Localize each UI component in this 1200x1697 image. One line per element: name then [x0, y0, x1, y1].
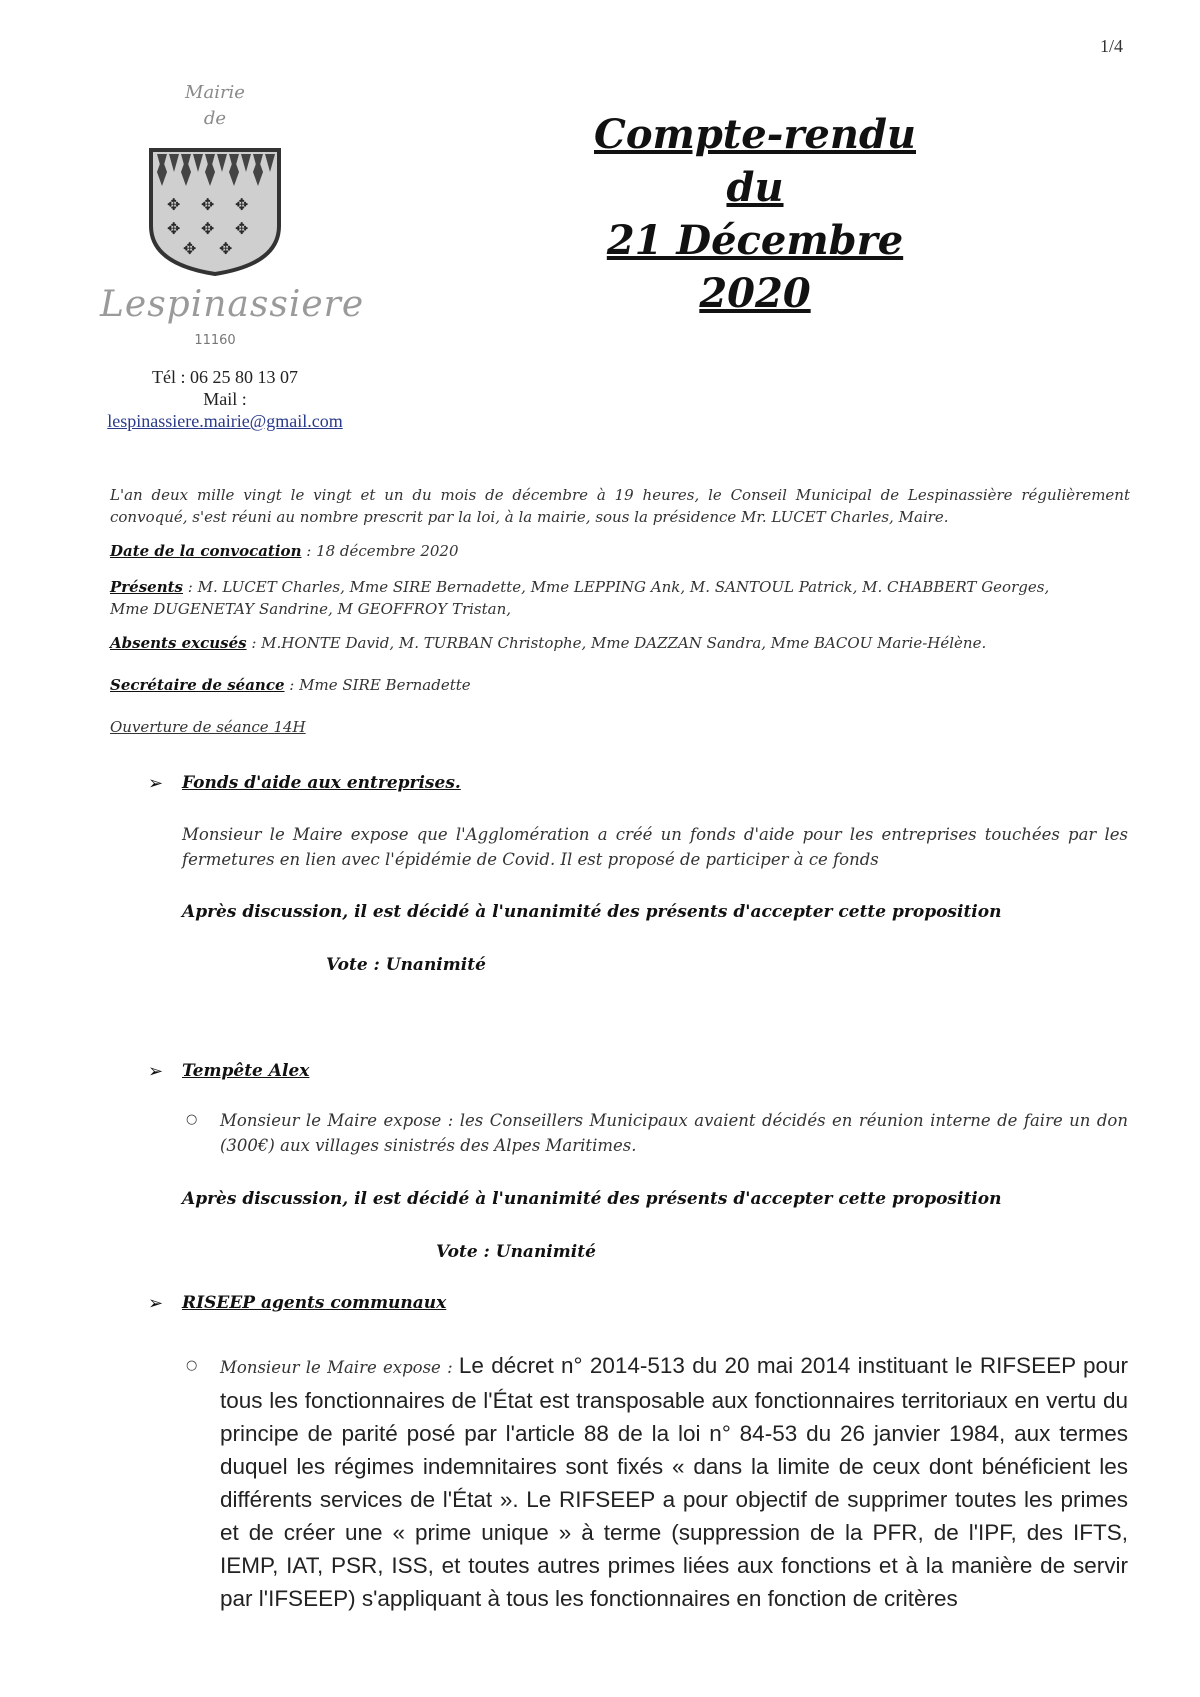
secretaire-value: : Mme SIRE Bernadette — [284, 676, 471, 694]
section-body-fonds: Monsieur le Maire expose que l'Agglomération a créé un fonds d'aide pour les entreprises touchées par les fermetures en lien avec l'épidémie de Covid. Il est proposé de participer à ce fonds — [182, 825, 1128, 869]
presents-label: Présents — [110, 578, 183, 596]
presents-line — [110, 576, 1120, 620]
intro-paragraph: L'an deux mille vingt le vingt et un du mois de décembre à 19 heures, le Conseil Municipal de Lespinassière régulièrement convoqué, s'est réuni au nombre prescrit par la loi, à la mairie, sous la présidence Mr. LUCET Charles, Maire. — [110, 486, 1130, 526]
svg-text:✥: ✥ — [235, 219, 249, 238]
svg-text:✥: ✥ — [235, 195, 249, 214]
absents-value: : M.HONTE David, M. TURBAN Christophe, Mme DAZZAN Sandra, Mme BACOU Marie-Hélène. — [246, 634, 987, 652]
secretaire-line — [110, 674, 1120, 696]
section-decision-fonds: Après discussion, il est décidé à l'unanimité des présents d'accepter cette proposition — [182, 902, 1002, 922]
absents-line — [110, 632, 1120, 654]
svg-text:✥: ✥ — [219, 239, 233, 258]
title-line3: 21 Décembre 2020 — [606, 217, 904, 317]
svg-text:✥: ✥ — [167, 219, 181, 238]
section-vote-fonds: Vote : Unanimité — [326, 955, 486, 975]
logo-header — [140, 80, 290, 132]
section-heading-fonds: Fonds d'aide aux entreprises. — [182, 773, 461, 793]
secretaire-label: Secrétaire de séance — [110, 676, 285, 694]
presents-value: : M. LUCET Charles, Mme SIRE Bernadette, Mme LEPPING Ank, M. SANTOUL Patrick, M. CHABBERT Georges, — [183, 578, 1050, 596]
svg-text:✥: ✥ — [201, 219, 215, 238]
ouverture-line: Ouverture de séance 14H — [110, 718, 306, 736]
title-line2: du — [726, 164, 784, 211]
riseep-body: Le décret n° 2014-513 du 20 mai 2014 instituant le RIFSEEP pour tous les fonctionnaires de l'État est transposable aux fonctionnaires territoriaux en vertu du principe de parité posé par l'article 88 de la loi n° 84-53 du 26 janvier 1984, aux termes duquel les régimes indemnitaires sont fixés « dans la limite de ceux dont bénéficient les différents services de l'État ». Le RIFSEEP a pour objectif de supprimer toutes les primes et de créer une « prime unique » à terme (suppression de la PFR, de l'IPF, des IFTS, IEMP, IAT, PSR, ISS, et toutes autres primes liées aux fonctions et à la manière de servir par l'IFSEEP) s'appliquant à tous les fonctionnaires en fonction de critères — [220, 1353, 1128, 1611]
section-decision-tempete: Après discussion, il est décidé à l'unanimité des présents d'accepter cette proposition — [182, 1189, 1002, 1209]
contact-email-link[interactable]: lespinassiere.mairie@gmail.com — [107, 411, 343, 431]
convocation-value: : 18 décembre 2020 — [301, 542, 459, 560]
svg-text:✥: ✥ — [201, 195, 215, 214]
riseep-lead: Monsieur le Maire expose : — [220, 1358, 459, 1377]
coat-of-arms-icon — [145, 146, 285, 278]
arrow-bullet-icon: ➢ — [148, 1061, 164, 1082]
contact-block — [80, 366, 370, 432]
convocation-label: Date de la convocation — [110, 542, 302, 560]
svg-text:✥: ✥ — [183, 239, 197, 258]
logo-postcode: 11160 — [194, 333, 236, 348]
section-body-riseep — [220, 1349, 1128, 1615]
logo-line2: de — [203, 108, 227, 129]
logo-name: Lespinassiere — [100, 284, 365, 325]
arrow-bullet-icon: ➢ — [148, 773, 164, 794]
circle-bullet-icon: ○ — [186, 1112, 198, 1127]
presents-value2: Mme DUGENETAY Sandrine, M GEOFFROY Tristan, — [110, 600, 512, 618]
page-title — [560, 108, 950, 320]
section-heading-tempete: Tempête Alex — [182, 1061, 310, 1081]
page-number: 1/4 — [1100, 36, 1124, 56]
absents-label: Absents excusés — [110, 634, 247, 652]
contact-mail-label: Mail : — [203, 389, 247, 409]
section-vote-tempete: Vote : Unanimité — [436, 1242, 596, 1262]
arrow-bullet-icon: ➢ — [148, 1293, 164, 1314]
section-body-tempete: Monsieur le Maire expose : les Conseillers Municipaux avaient décidés en réunion interne de faire un don (300€) aux villages sinistrés des Alpes Maritimes. — [220, 1111, 1128, 1155]
title-line1: Compte-rendu — [594, 111, 916, 158]
convocation-line — [110, 540, 1120, 562]
circle-bullet-icon: ○ — [186, 1358, 198, 1373]
contact-tel: Tél : 06 25 80 13 07 — [152, 367, 298, 387]
section-heading-riseep: RISEEP agents communaux — [182, 1293, 447, 1313]
svg-text:✥: ✥ — [167, 195, 181, 214]
logo-line1: Mairie — [185, 82, 245, 103]
